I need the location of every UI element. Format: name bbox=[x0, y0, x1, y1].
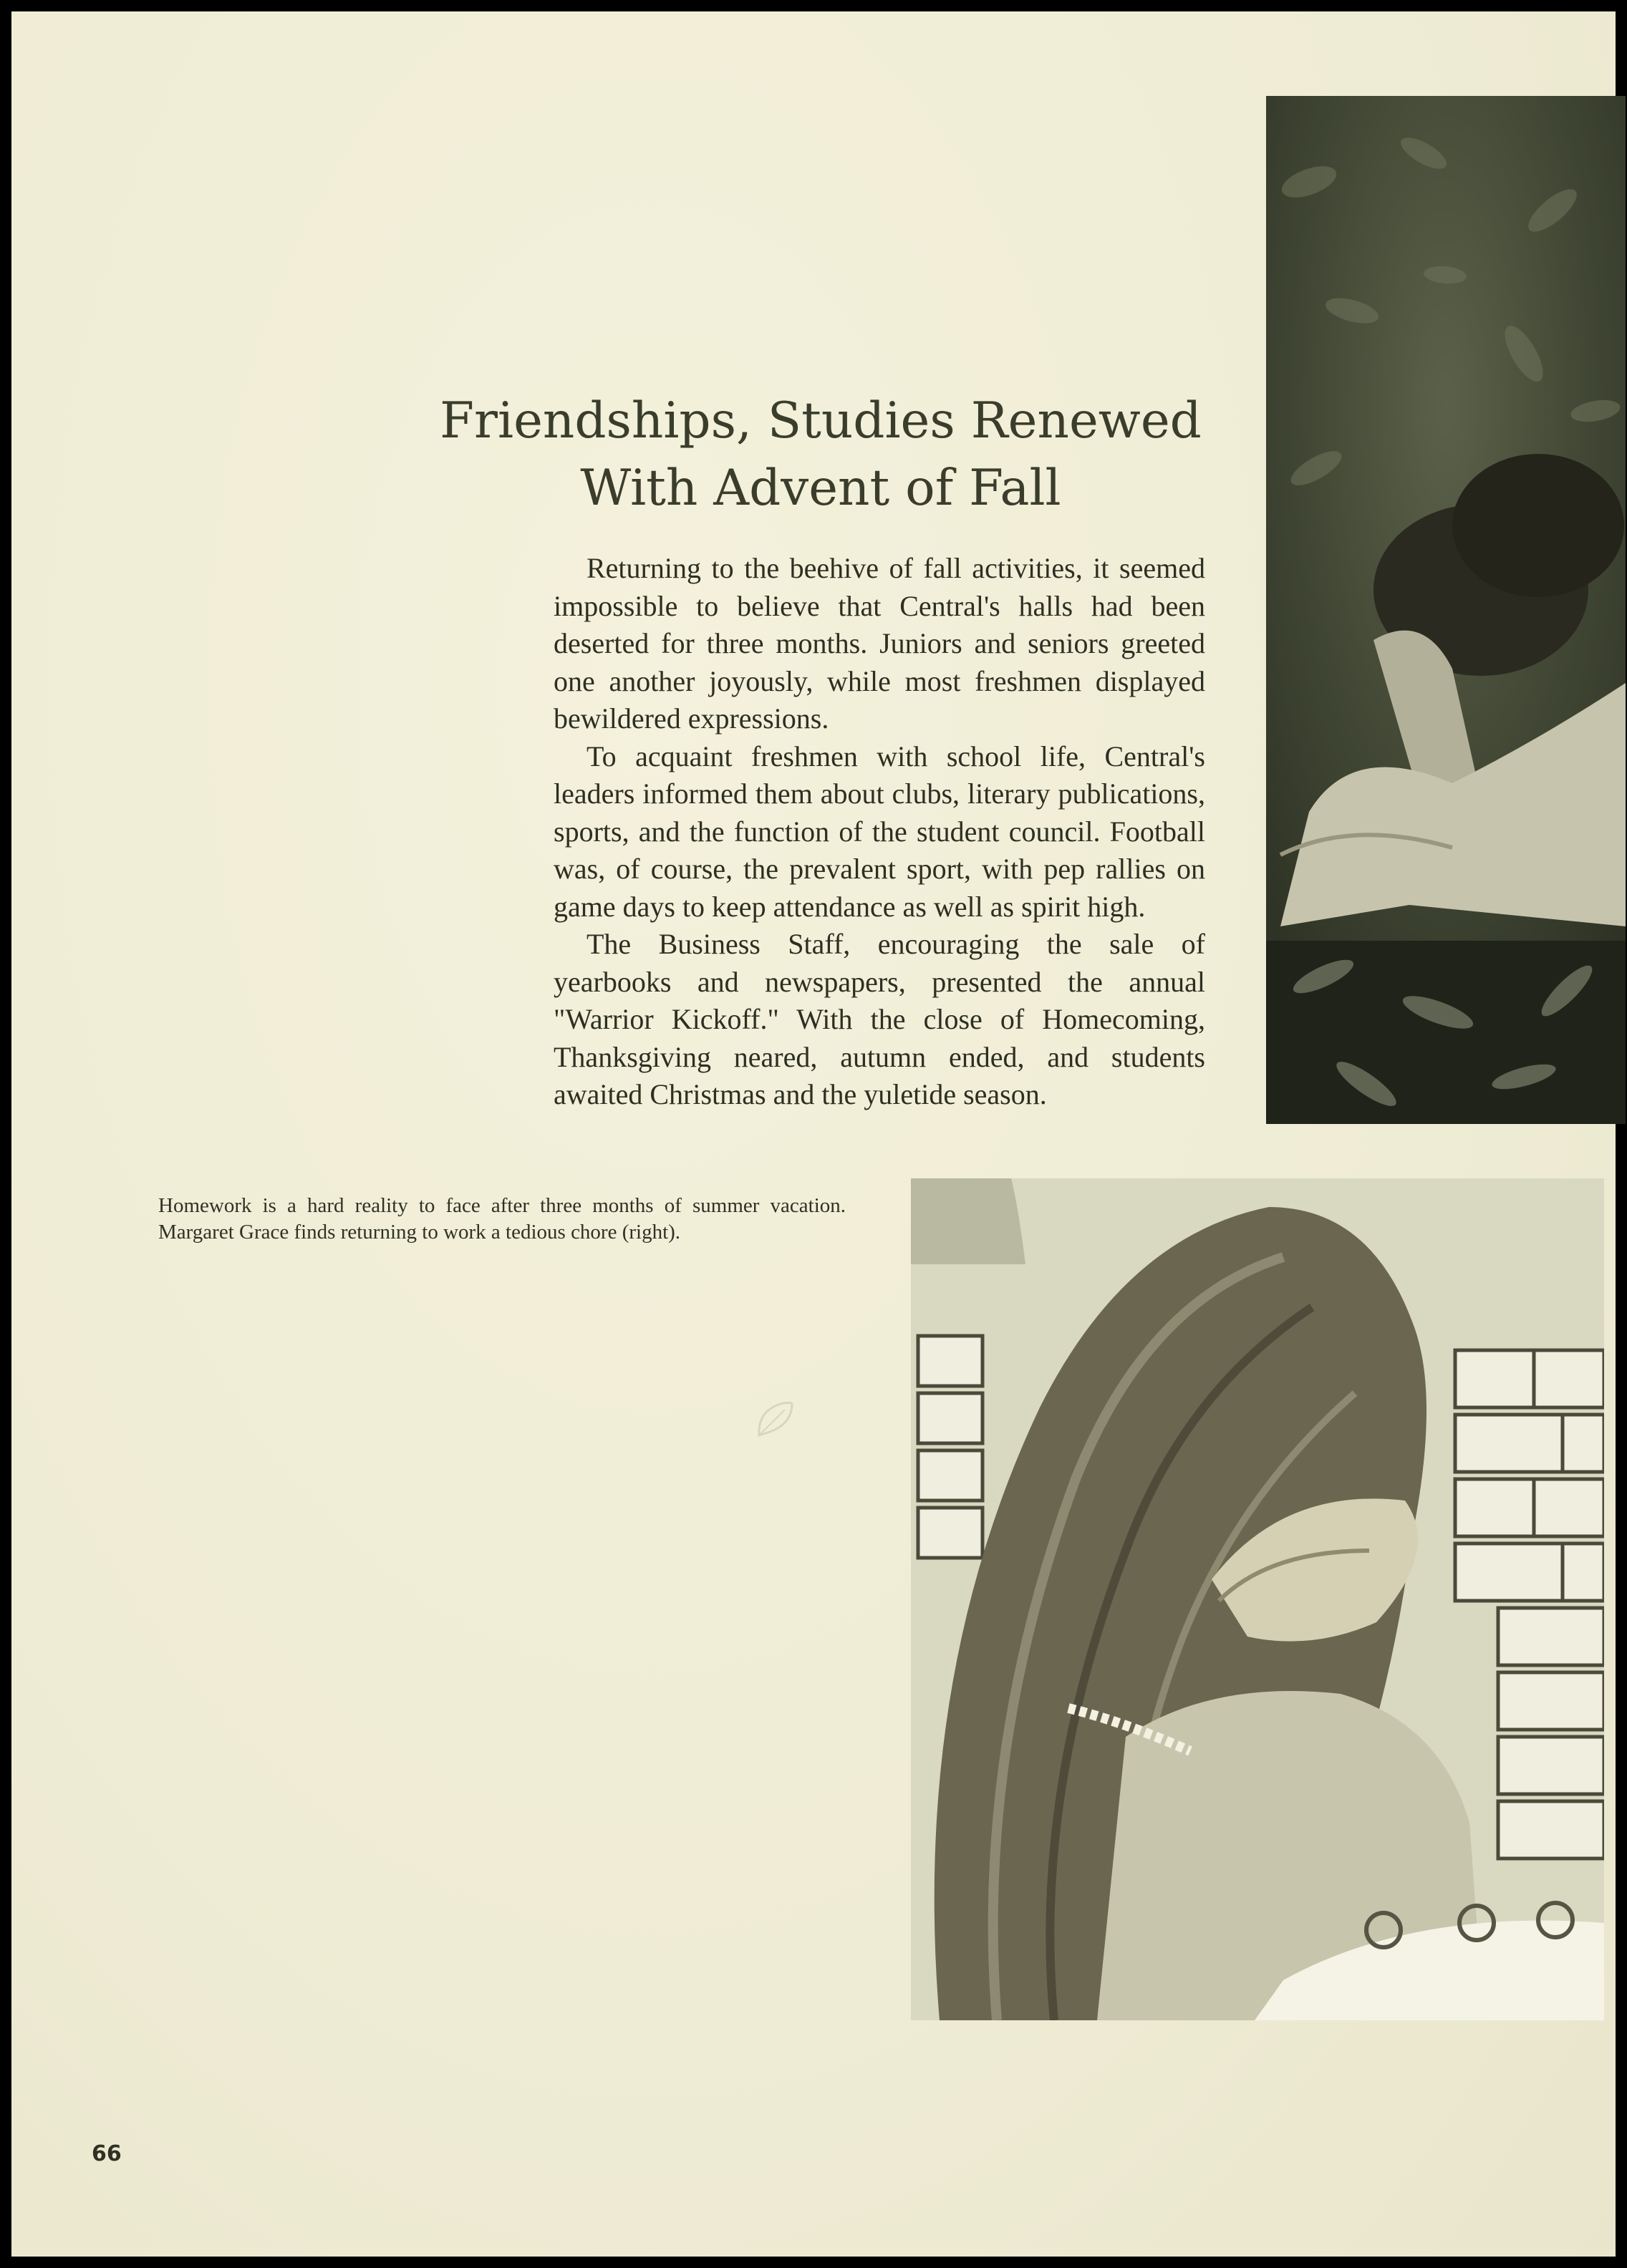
article-paragraph: The Business Staff, encouraging the sale of yearbooks and newspapers, presented the annual "Warrior Kickoff." With the close of Homecoming, Thanksgiving neared, autumn ended, and students awaited Christmas and the yuletide season. bbox=[554, 928, 1205, 1110]
photo-student-in-leaves bbox=[1266, 96, 1626, 1124]
article-paragraph: Returning to the beehive of fall activities, it seemed impossible to believe that Central's halls had been deserted for three months. Juniors and seniors greeted one another joyously, while most freshmen displayed bewildered expressions. bbox=[554, 552, 1205, 735]
article-title-line-2: With Advent of Fall bbox=[580, 460, 1061, 517]
yearbook-page bbox=[11, 11, 1616, 2257]
photo-margaret-grace bbox=[911, 1178, 1604, 2020]
article-body bbox=[554, 550, 1205, 1114]
article-title bbox=[412, 387, 1229, 522]
page-number: 66 bbox=[92, 2141, 122, 2166]
article-paragraph: To acquaint freshmen with school life, Central's leaders informed them about clubs, literary publications, sports, and the function of the student council. Football was, of course, the prevalent sport, with pep rallies on game days to keep attendance as well as spirit high. bbox=[554, 740, 1205, 923]
article-title-line-1: Friendships, Studies Renewed bbox=[440, 392, 1202, 450]
leaf-icon bbox=[752, 1397, 798, 1443]
photo-caption: Homework is a hard reality to face after three months of summer vacation. Margaret Grace finds returning to work a tedious chore (right). bbox=[158, 1194, 846, 1244]
